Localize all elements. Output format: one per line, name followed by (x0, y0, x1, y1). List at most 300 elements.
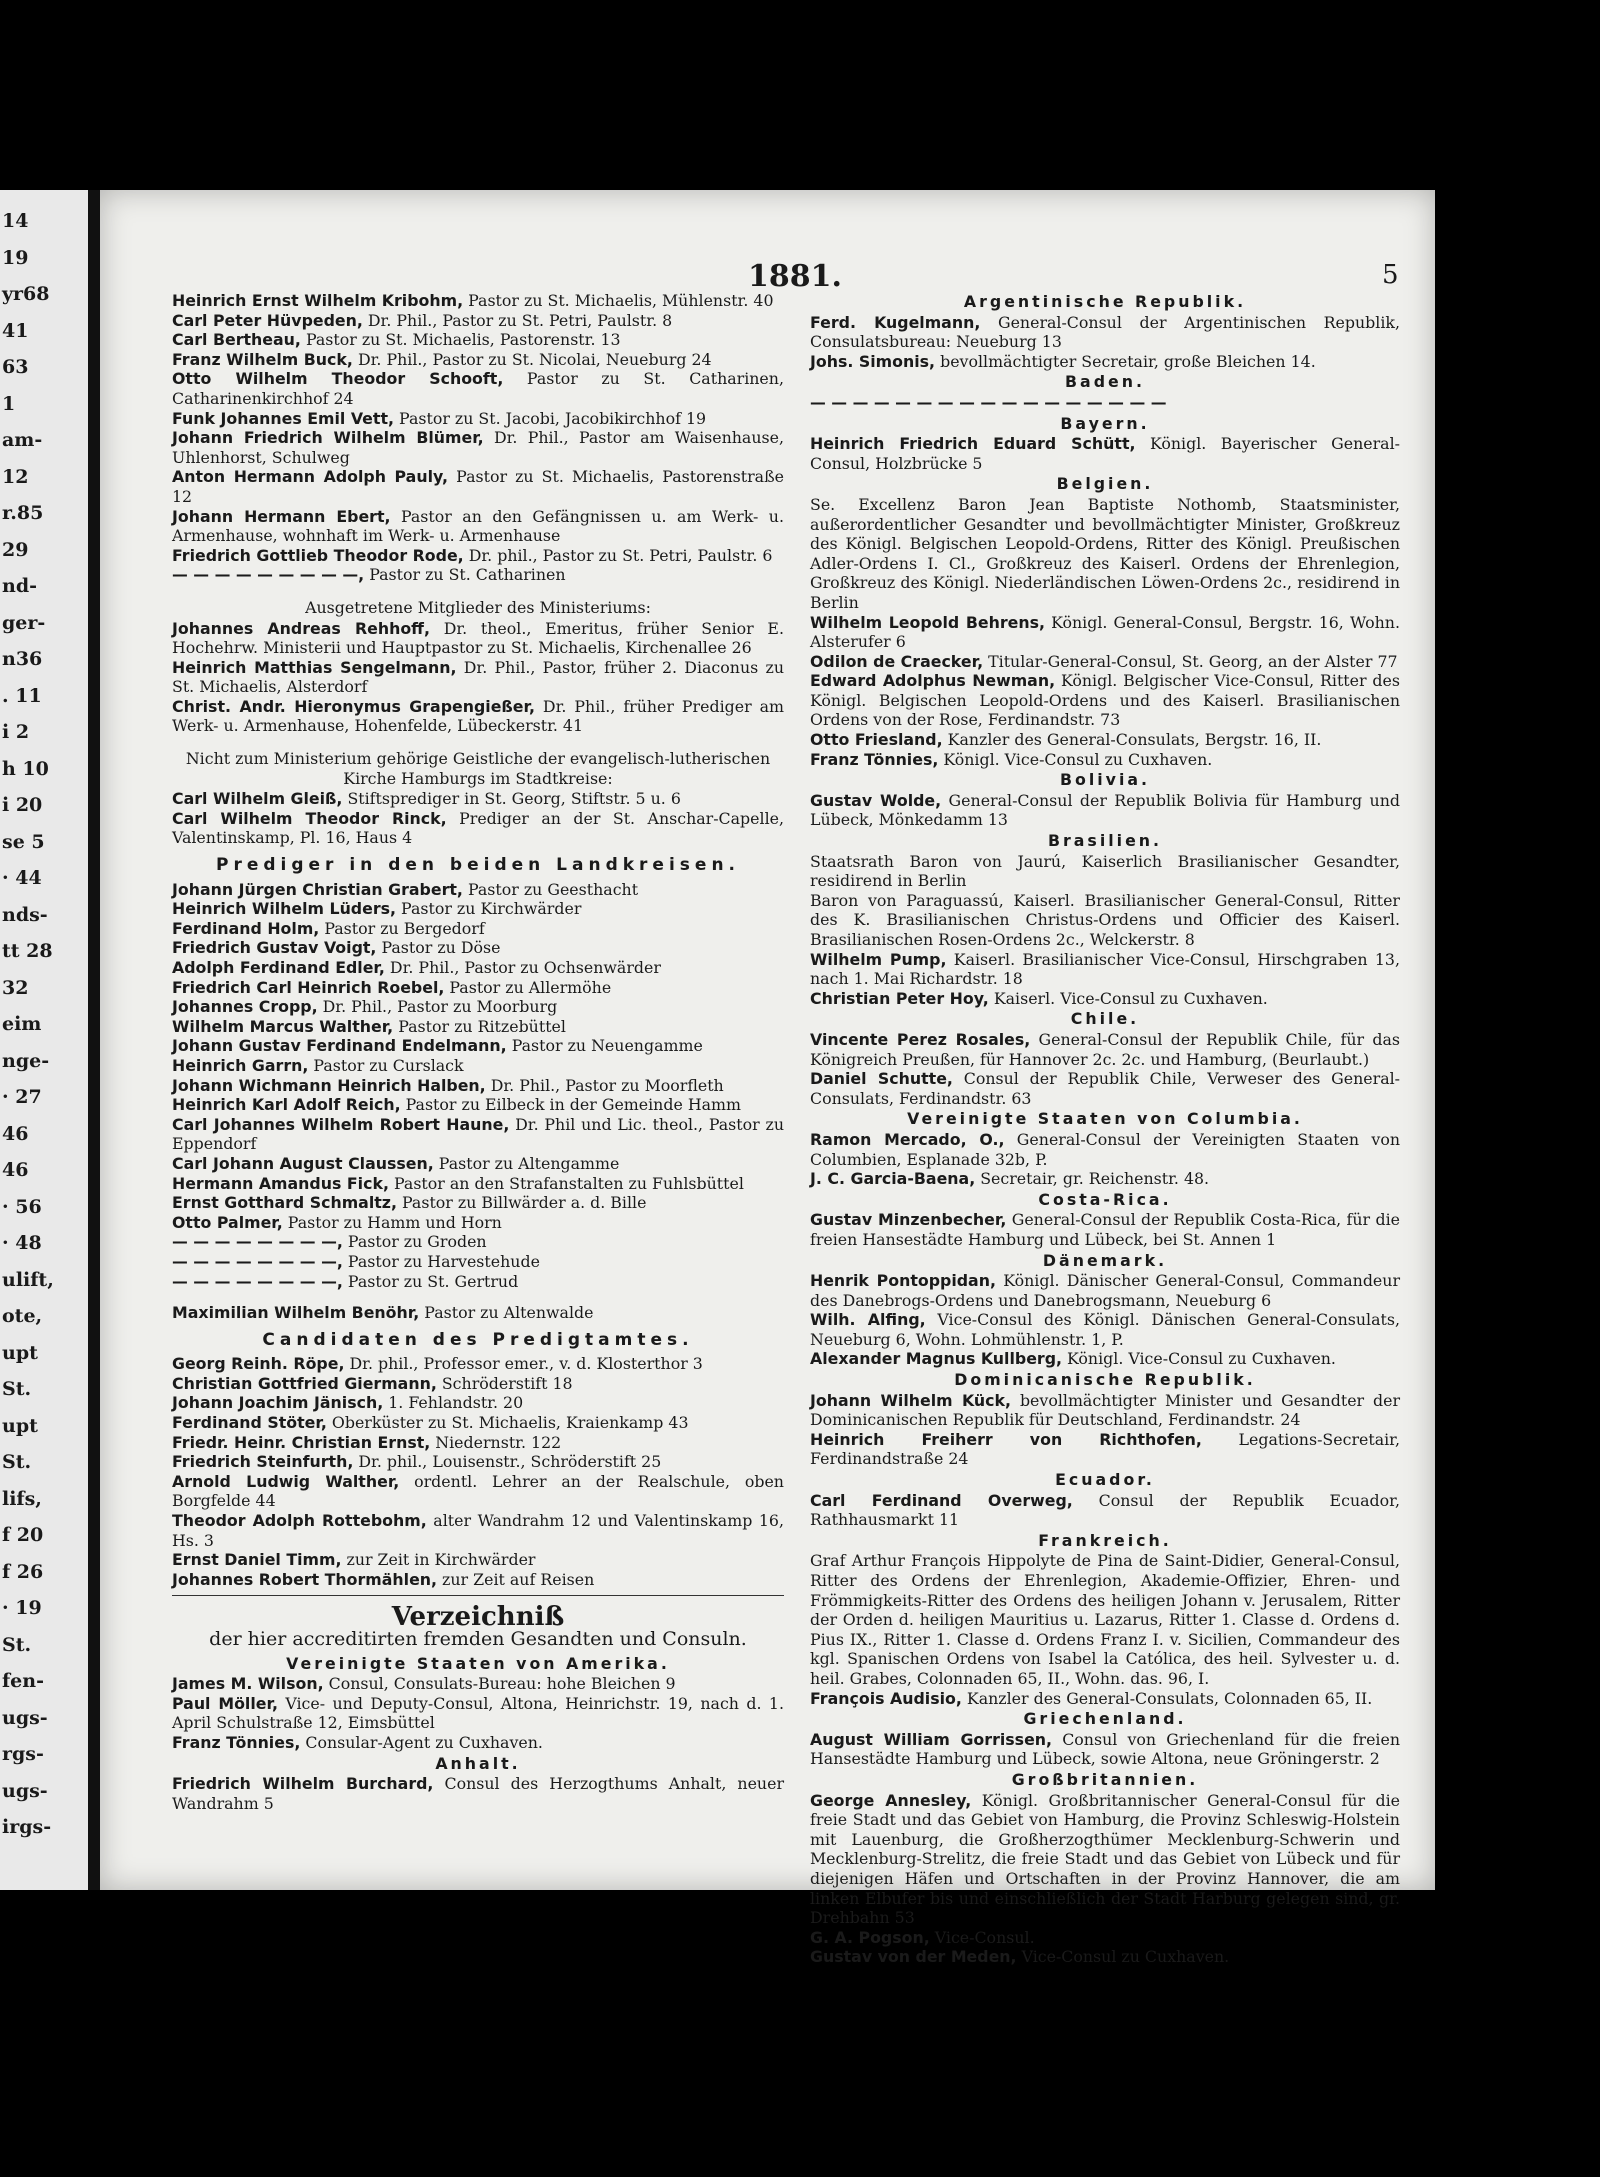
entry-name: François Audisio, (810, 1688, 962, 1708)
list-entry (810, 750, 1400, 770)
entry-text: Kaiserl. Vice-Consul zu Cuxhaven. (988, 988, 1268, 1008)
list-entry (172, 809, 784, 848)
entry-text: Vice-Consul. (929, 1927, 1035, 1947)
entry-name: Paul Möller, (172, 1693, 278, 1713)
margin-fragment: fen- (2, 1670, 44, 1692)
entry-name: Otto Friesland, (810, 730, 943, 750)
list-entry (172, 899, 784, 919)
list-entry (172, 546, 784, 566)
list-entry (172, 978, 784, 998)
section-divider (172, 1595, 784, 1596)
entry-name: Odilon de Craecker, (810, 651, 984, 671)
margin-fragment: St. (2, 1378, 32, 1400)
entry-text: Dr. Phil., Pastor zu Ochsenwärder (384, 958, 661, 977)
entry-name: Carl Johann August Claussen, (172, 1153, 434, 1173)
entry-name: Christian Gottfried Giermann, (172, 1373, 437, 1393)
list-entry (810, 1310, 1400, 1349)
list-entry (172, 1174, 784, 1194)
entry-name: Johann Wichmann Heinrich Halben, (172, 1075, 486, 1095)
margin-fragment: ulift, (2, 1268, 54, 1291)
country-heading: Belgien. (1056, 474, 1154, 494)
entry-name: Edward Adolphus Newman, (810, 671, 1056, 691)
list-entry (810, 613, 1400, 652)
list-entry (810, 434, 1400, 473)
list-entry (172, 428, 784, 467)
list-entry (172, 1272, 784, 1292)
list-entry (172, 1017, 784, 1037)
entry-name: Johann Gustav Ferdinand Endelmann, (172, 1036, 507, 1056)
entry-text: Pastor zu St. Michaelis, Pastorenstraße 12 (172, 467, 784, 506)
entry-name: Johannes Andreas Rehhoff, (172, 618, 430, 638)
list-entry (810, 1430, 1400, 1469)
list-entry (172, 1193, 784, 1213)
margin-fragment: · 56 (2, 1195, 42, 1218)
margin-fragment: ote, (2, 1305, 43, 1327)
entry-text: alter Wandrahm 12 und Valentinskamp 16, Hs. 3 (172, 1511, 785, 1550)
entry-name: Heinrich Wilhelm Lüders, (172, 899, 397, 919)
list-entry (172, 1674, 784, 1694)
entry-name: Gustav Minzenbecher, (810, 1210, 1007, 1230)
entry-name: Carl Ferdinand Overweg, (810, 1490, 1073, 1510)
country-heading: Frankreich. (1038, 1530, 1172, 1550)
entry-name: Friedrich Carl Heinrich Roebel, (172, 977, 445, 997)
page-year: 1881. (748, 259, 842, 294)
entry-name: Hermann Amandus Fick, (172, 1173, 389, 1193)
entry-text: Consular-Agent zu Cuxhaven. (300, 1732, 543, 1752)
list-entry (172, 1413, 784, 1433)
list-entry (810, 1689, 1400, 1709)
entry-text: Dr. Phil., Pastor zu St. Petri, Paulstr. 8 (362, 310, 673, 330)
entry-name: Otto Palmer, (172, 1212, 283, 1232)
entry-name: Maximilian Wilhelm Benöhr, (172, 1303, 420, 1323)
candidates-list (172, 1354, 784, 1589)
margin-fragment: 29 (2, 538, 29, 561)
list-entry (172, 311, 784, 331)
rural-clergy-list (172, 880, 784, 1291)
entry-name: Vincente Perez Rosales, (810, 1029, 1031, 1049)
entry-text: Dr. Phil., Pastor am Waisenhause, Uhlenhorst, Schulweg (172, 428, 784, 467)
entry-text: Dr. Phil., Pastor zu St. Nicolai, Neueburg 24 (352, 349, 712, 369)
entry-text: Pastor zu Altengamme (433, 1153, 620, 1173)
entry-text: Pastor zu Eilbeck in der Gemeinde Hamm (400, 1095, 741, 1115)
entry-text: Dr. phil., Pastor zu St. Petri, Paulstr. 6 (463, 545, 773, 565)
list-entry (810, 1391, 1400, 1430)
entry-text: Legations-Secretair, Ferdinandstraße 24 (810, 1429, 1400, 1469)
entry-text: Pastor zu St. Michaelis, Pastorenstr. 13 (300, 330, 621, 350)
entry-name: Ernst Gotthard Schmaltz, (172, 1193, 397, 1213)
list-entry (172, 1694, 784, 1733)
list-entry (810, 495, 1400, 613)
entry-name: Friedrich Gottlieb Theodor Rode, (172, 545, 464, 565)
usa-consuls-list (172, 1674, 784, 1752)
list-entry (172, 1393, 784, 1413)
entry-name: Arnold Ludwig Walther, (172, 1471, 400, 1491)
entry-text: zur Zeit in Kirchwärder (341, 1550, 536, 1570)
entry-text: Pastor zu Groden (342, 1232, 487, 1252)
entry-name: Anton Hermann Adolph Pauly, (172, 467, 449, 487)
entry-text: Baron von Paraguassú, Kaiserl. Brasilianischer General-Consul, Ritter des K. Brasilianischen Christus-Ordens und Officier des Kaiserl. Brasilianischen Rosen-Ordens 2c., Welckerstr. 8 (810, 890, 1400, 949)
list-entry (810, 671, 1400, 730)
entry-name: Daniel Schutte, (810, 1069, 953, 1089)
entry-text: Dr. Phil., früher Prediger am Werk- u. Armenhause, Hohenfelde, Lübeckerstr. 41 (172, 696, 784, 736)
country-heading: Baden. (1065, 372, 1145, 392)
entry-name: Alexander Magnus Kullberg, (810, 1349, 1063, 1369)
entry-text: Dr. phil., Professor emer., v. d. Klosterthor 3 (344, 1354, 703, 1374)
margin-fragment: . 11 (2, 684, 42, 707)
entry-text: Kaiserl. Brasilianischer Vice-Consul, Hirschgraben 13, nach 1. Mai Richardstr. 18 (810, 949, 1400, 989)
entry-text: Pastor an den Strafanstalten zu Fuhlsbüttel (388, 1173, 744, 1193)
entry-name: Heinrich Karl Adolf Reich, (172, 1095, 401, 1115)
entry-text: Consul der Republik Ecuador, Rathhausmarkt 11 (810, 1490, 1400, 1530)
list-entry (172, 1213, 784, 1233)
entry-name: Johann Friedrich Wilhelm Blümer, (172, 428, 484, 448)
margin-fragment: · 48 (2, 1232, 42, 1254)
entry-text: Pastor zu Harvestehude (342, 1251, 540, 1271)
margin-fragment: nds- (2, 903, 48, 926)
entry-text: Königl. Bayerischer General-Consul, Holzbrücke 5 (810, 434, 1400, 473)
country-heading: Dänemark. (1042, 1250, 1168, 1270)
entry-text: Graf Arthur François Hippolyte de Pina de Saint-Didier, General-Consul, Ritter des Ordens der Ehrenlegion, Akademie-Offizier, Ehren- und Frömmigkeits-Ritter des Ordens des heiligen Johann v. Jerusalem, Ritter der Orden d. heiligen Mauritius u. Lazarus, Ritter 1. Classe d. Ordens d. Pius IX., Ritter 1. Classe d. Ordens Franz I. v. Sicilien, Commandeur des kgl. Spanischen Ordens von Isabel la Católica, des heil. Sylvester u. d. heil. Grabes, Colonnaden 65, II., Wohn. das. 96, I. (810, 1551, 1400, 1688)
list-entry (810, 1730, 1400, 1769)
list-entry (810, 1069, 1400, 1108)
entry-name: Johannes Robert Thormählen, (172, 1569, 438, 1589)
entry-text: Consul, Consulats-Bureau: hohe Bleichen 9 (323, 1674, 676, 1694)
list-entry (172, 1433, 784, 1453)
margin-fragment: ugs- (2, 1706, 48, 1729)
country-heading: Chile. (1070, 1009, 1140, 1029)
list-entry (172, 789, 784, 809)
entry-text: General-Consul der Republik Bolivia für Hamburg und Lübeck, Mönkedamm 13 (810, 790, 1400, 830)
margin-fragment: lifs, (2, 1487, 42, 1510)
list-entry (172, 1354, 784, 1374)
list-entry (172, 1472, 784, 1511)
list-entry (172, 467, 784, 506)
entry-text: Pastor zu Ritzebüttel (393, 1016, 566, 1036)
list-entry (810, 1491, 1400, 1530)
list-entry (810, 652, 1400, 672)
city-clergy-list (172, 789, 784, 848)
margin-fragment: St. (2, 1451, 32, 1473)
candidates-heading: Candidaten des Predigtamtes. (262, 1329, 694, 1350)
entry-name: Wilh. Alfing, (810, 1310, 926, 1330)
entry-name: — — — — — — — — — — — — — — — — — (810, 392, 1167, 412)
entry-text: General-Consul der Republik Costa-Rica, für die freien Hansestädte Hamburg und Lübeck, bei St. Annen 1 (810, 1210, 1400, 1249)
list-entry (172, 658, 784, 697)
entry-text: Pastor zu St. Catharinen (364, 565, 566, 585)
entry-name: Henrik Pontoppidan, (810, 1271, 996, 1291)
entry-text: General-Consul der Vereinigten Staaten von Columbien, Esplanade 32b, P. (810, 1129, 1401, 1169)
list-entry (810, 730, 1400, 750)
retired-heading: Ausgetretene Mitglieder des Ministeriums: (305, 597, 651, 617)
list-entry (810, 852, 1400, 891)
margin-fragment: 46 (2, 1122, 29, 1145)
entry-name: G. A. Pogson, (810, 1927, 930, 1947)
margin-fragment: 41 (2, 319, 29, 342)
adjacent-page-strip (0, 190, 100, 1890)
list-entry (172, 919, 784, 939)
entry-text: bevollmächtigter Secretair, große Bleichen 14. (935, 351, 1316, 371)
margin-fragment: 32 (2, 976, 29, 999)
margin-fragment: se 5 (2, 830, 45, 853)
entry-text: ordentl. Lehrer an der Realschule, oben Borgfelde 44 (172, 1471, 784, 1511)
margin-fragment: · 27 (2, 1086, 42, 1108)
entry-text: bevollmächtigter Minister und Gesandter der Dominicanischen Republik für Deutschland, Ferdinandstr. 24 (810, 1390, 1401, 1430)
entry-name: Otto Wilhelm Theodor Schooft, (172, 369, 504, 389)
entry-text: Dr. Phil., Pastor zu Moorburg (317, 997, 558, 1017)
list-entry (172, 1076, 784, 1096)
entry-name: Gustav Wolde, (810, 790, 942, 810)
list-entry (810, 1791, 1400, 1928)
entry-text: General-Consul der Argentinischen Republik, Consulatsbureau: Neueburg 13 (810, 312, 1400, 352)
document-page (100, 190, 1435, 1967)
pastor-list (172, 291, 784, 585)
list-entry (810, 393, 1400, 413)
list-entry (810, 1928, 1400, 1948)
entry-name: Christian Peter Hoy, (810, 988, 989, 1008)
entry-text: Stiftsprediger in St. Georg, Stiftstr. 5 u. 6 (342, 789, 681, 809)
directory-subtitle: der hier accreditirten fremden Gesandten und Consuln. (209, 1628, 747, 1650)
list-entry (172, 291, 784, 311)
entry-name: Carl Wilhelm Theodor Rinck, (172, 808, 447, 828)
list-entry (172, 1570, 784, 1590)
entry-text: Kanzler des General-Consulats, Colonnaden 65, II. (961, 1688, 1373, 1708)
entry-text: Kanzler des General-Consulats, Bergstr. 16, II. (942, 730, 1322, 750)
margin-fragment: am- (2, 429, 43, 451)
margin-fragment: i 2 (2, 721, 30, 743)
entry-text: Königl. Dänischer General-Consul, Commandeur des Danebrogs-Ordens und Danebrogsmann, Neueburg 6 (810, 1271, 1400, 1310)
list-entry (172, 1232, 784, 1252)
margin-fragment: rgs- (2, 1743, 44, 1765)
list-entry (172, 1303, 784, 1323)
entry-text: Dr. phil., Louisenstr., Schröderstift 25 (353, 1452, 662, 1472)
margin-fragment: 14 (2, 210, 29, 232)
list-entry (172, 1374, 784, 1394)
city-clergy-intro: Nicht zum Ministerium gehörige Geistliche der evangelisch-lutherischen Kirche Hamburgs im Stadtkreise: (185, 749, 771, 788)
entry-text: Consul des Herzogthums Anhalt, neuer Wandrahm 5 (172, 1774, 785, 1813)
list-entry (172, 997, 784, 1017)
list-entry (172, 697, 784, 736)
list-entry (810, 989, 1400, 1009)
entry-name: — — — — — — — —, (172, 1271, 343, 1291)
country-heading: Ecuador. (1055, 1470, 1155, 1490)
country-heading: Costa-Rica. (1038, 1189, 1172, 1209)
entry-text: Vice- und Deputy-Consul, Altona, Heinrichstr. 19, nach d. 1. April Schulstraße 12, Eimsbüttel (172, 1693, 784, 1733)
margin-fragment: · 44 (2, 867, 42, 889)
margin-fragment: 19 (2, 246, 29, 269)
entry-name: Friedrich Gustav Voigt, (172, 938, 377, 958)
entry-name: Gustav von der Meden, (810, 1947, 1017, 1967)
entry-name: Franz Tönnies, (172, 1732, 301, 1752)
margin-fragment: ger- (2, 611, 46, 634)
list-entry (172, 880, 784, 900)
list-entry (810, 313, 1400, 352)
margin-fragment: irgs- (2, 1816, 52, 1838)
entry-name: Johs. Simonis, (810, 351, 936, 371)
margin-fragment: 46 (2, 1159, 29, 1181)
entry-text: Königl. General-Consul, Bergstr. 16, Wohn. Alsterufer 6 (810, 612, 1400, 652)
entry-text: Königl. Großbritannischer General-Consul für die freie Stadt und das Gebiet von Hamburg, die Provinz Schleswig-Holstein mit Lauenburg, die Großherzogthümer Mecklenburg-Schwerin und Mecklenburg-Strelitz, die freie Stadt und das Gebiet von Lübeck und für diejenigen Häfen und Ortschaften in der Provinz Hannover, die am linken Elbufer bis und einschließlich der Stadt Harburg gelegen sind, gr. Drehbahn 53 (810, 1790, 1400, 1928)
entry-text: Niedernstr. 122 (430, 1432, 562, 1452)
entry-text: Königl. Belgischer Vice-Consul, Ritter des Königl. Belgischen Leopold-Ordens und des Kaiserl. Brasilianischen Ordens von der Rose, Ferdinandstr. 73 (810, 671, 1400, 730)
entry-name: Heinrich Matthias Sengelmann, (172, 657, 457, 677)
left-column (172, 291, 784, 1813)
entry-name: Heinrich Freiherr von Richthofen, (810, 1429, 1202, 1449)
country-heading: Bolivia. (1059, 770, 1151, 790)
entry-name: James M. Wilson, (172, 1674, 324, 1694)
entry-text: Pastor zu St. Michaelis, Mühlenstr. 40 (463, 291, 774, 310)
margin-fragment: nge- (2, 1049, 50, 1072)
entry-text: 1. Fehlandstr. 20 (383, 1393, 524, 1413)
list-entry (810, 1130, 1400, 1169)
list-entry (172, 369, 784, 408)
margin-fragment: f 26 (2, 1560, 44, 1583)
entry-name: Wilhelm Leopold Behrens, (810, 612, 1045, 632)
country-heading: Griechenland. (1023, 1709, 1187, 1729)
entry-name: Carl Bertheau, (172, 330, 301, 350)
entry-name: Ernst Daniel Timm, (172, 1550, 342, 1570)
entry-name: — — — — — — — —, (172, 1251, 343, 1271)
country-heading: Großbritannien. (1011, 1769, 1199, 1789)
margin-fragment: n36 (2, 648, 43, 670)
country-heading: Argentinische Republik. (963, 292, 1247, 311)
list-entry (810, 1551, 1400, 1688)
entry-name: Theodor Adolph Rottebohm, (172, 1511, 427, 1531)
margin-fragment: tt 28 (2, 940, 53, 962)
entry-text: zur Zeit auf Reisen (437, 1569, 595, 1589)
entry-name: Johann Wilhelm Kück, (810, 1390, 1012, 1410)
margin-fragment: nd- (2, 575, 37, 597)
entry-name: George Annesley, (810, 1790, 972, 1810)
entry-text: Prediger an der St. Anschar-Capelle, Valentinskamp, Pl. 16, Haus 4 (172, 808, 784, 848)
entry-text: Schröderstift 18 (436, 1373, 573, 1393)
margin-fragment: 1 (2, 392, 16, 415)
list-entry (172, 565, 784, 585)
entry-name: — — — — — — — — —, (172, 565, 365, 585)
entry-text: Pastor zu St. Gertrud (342, 1271, 519, 1291)
entry-text: Pastor zu Billwärder a. d. Bille (396, 1193, 647, 1213)
entry-text: Consul von Griechenland für die freien Hansestädte Hamburg und Lübeck, sowie Altona, neue Gröningerstr. 2 (810, 1729, 1400, 1769)
entry-text: Consul der Republik Chile, Verweser des General-Consulats, Ferdinandstr. 63 (810, 1069, 1400, 1108)
entry-name: Adolph Ferdinand Edler, (172, 958, 385, 977)
entry-name: Heinrich Garrn, (172, 1055, 309, 1075)
country-heading: Dominicanische Republik. (954, 1370, 1256, 1390)
page-number: 5 (1382, 260, 1399, 290)
entry-text: Se. Excellenz Baron Jean Baptiste Nothomb, Staatsminister, außerordentlicher Gesandter und bevollmächtigter Minister, Großkreuz des Königl. Belgischen Leopold-Ordens, Ritter des Königl. Preußischen Adler-Ordens I. Cl., Großkreuz des Kaiserl. Ordens der Ehrenlegion, Großkreuz des Königl. Niederländischen Löwen-Ordens 2c., residirend in Berlin (810, 494, 1400, 612)
country-heading: Bayern. (1060, 413, 1150, 433)
list-entry (810, 1349, 1400, 1369)
directory-title: Verzeichniß (391, 1602, 565, 1633)
entry-text: Pastor zu Curslack (308, 1055, 464, 1075)
entry-name: Johann Joachim Jänisch, (172, 1393, 384, 1413)
entry-text: Vice-Consul des Königl. Dänischen General-Consulats, Neueburg 6, Wohn. Lohmühlenstr. 1, P. (810, 1310, 1400, 1349)
page-gutter (88, 190, 100, 1890)
list-entry (810, 891, 1400, 950)
entry-name: Carl Peter Hüvpeden, (172, 310, 363, 330)
list-entry (810, 1030, 1400, 1069)
entry-name: Carl Wilhelm Gleiß, (172, 789, 343, 809)
entry-text: Pastor zu St. Jacobi, Jacobikirchhof 19 (394, 408, 707, 428)
entry-text: Pastor zu Neuengamme (506, 1036, 703, 1056)
entry-text: Staatsrath Baron von Jaurú, Kaiserlich Brasilianischer Gesandter, residirend in Berlin (810, 851, 1400, 891)
list-entry (810, 1271, 1400, 1310)
entry-text: Pastor zu Allermöhe (444, 977, 612, 997)
list-entry (172, 1036, 784, 1056)
list-entry (172, 1154, 784, 1174)
margin-fragment: · 19 (2, 1597, 42, 1619)
entry-text: Pastor zu Döse (376, 938, 501, 958)
margin-fragment: r.85 (2, 502, 44, 524)
entry-text: Pastor zu Bergedorf (319, 918, 485, 938)
margin-fragment: St. (2, 1633, 32, 1656)
entry-name: Georg Reinh. Röpe, (172, 1354, 345, 1374)
list-entry (810, 1169, 1400, 1189)
entry-name: Friedr. Heinr. Christian Ernst, (172, 1432, 431, 1452)
margin-fragment: i 20 (2, 794, 43, 816)
margin-fragment: upt (2, 1414, 38, 1437)
entry-name: Friedrich Wilhelm Burchard, (172, 1774, 434, 1794)
margin-fragment: 63 (2, 356, 29, 378)
list-entry (172, 1056, 784, 1076)
entry-name: Christ. Andr. Hieronymus Grapengießer, (172, 696, 535, 716)
entry-text: Pastor an den Gefängnissen u. am Werk- u. Armenhause, wohnhaft im Werk- u. Armenhause (172, 506, 784, 546)
list-entry (810, 352, 1400, 372)
entry-name: J. C. Garcia-Baena, (810, 1169, 976, 1189)
list-entry (172, 619, 784, 658)
margin-fragment: yr68 (2, 283, 50, 305)
retired-list (172, 619, 784, 737)
list-entry (172, 1095, 784, 1115)
entry-name: Friedrich Steinfurth, (172, 1452, 354, 1472)
entry-text: Pastor zu Hamm und Horn (282, 1212, 502, 1232)
entry-name: Wilhelm Marcus Walther, (172, 1016, 394, 1036)
margin-fragment: ugs- (2, 1779, 48, 1802)
entry-name: Carl Johannes Wilhelm Robert Haune, (172, 1114, 510, 1134)
entry-text: Pastor zu Kirchwärder (396, 899, 582, 919)
list-entry (172, 958, 784, 978)
entry-text: Titular-General-Consul, St. Georg, an der Alster 77 (983, 651, 1398, 671)
entry-name: Franz Wilhelm Buck, (172, 349, 353, 369)
entry-name: — — — — — — — —, (172, 1232, 343, 1252)
margin-fragment: eim (2, 1013, 42, 1035)
entry-text: Pastor zu Geesthacht (462, 879, 639, 899)
entry-name: Franz Tönnies, (810, 749, 939, 769)
margin-fragment: h 10 (2, 757, 49, 780)
list-entry (172, 938, 784, 958)
list-entry (172, 1511, 784, 1550)
list-entry (810, 1947, 1400, 1967)
entry-text: Königl. Vice-Consul zu Cuxhaven. (938, 749, 1213, 769)
list-entry (172, 330, 784, 350)
entry-name: Ferd. Kugelmann, (810, 312, 981, 332)
entry-text: Dr. Phil., Pastor zu Moorfleth (485, 1075, 724, 1095)
entry-text: Vice-Consul zu Cuxhaven. (1016, 1947, 1230, 1967)
list-entry (810, 791, 1400, 830)
entry-text: Dr. Phil und Lic. theol., Pastor zu Eppendorf (172, 1114, 784, 1154)
country-heading: Vereinigte Staaten von Columbia. (907, 1109, 1303, 1129)
entry-name: Ferdinand Stöter, (172, 1413, 327, 1433)
list-entry (172, 409, 784, 429)
list-entry (172, 350, 784, 370)
margin-fragment: f 20 (2, 1524, 44, 1546)
list-entry (172, 1774, 784, 1813)
entry-name: Funk Johannes Emil Vett, (172, 408, 395, 428)
list-entry (172, 1252, 784, 1272)
entry-text: Dr. Phil., Pastor, früher 2. Diaconus zu St. Michaelis, Alsterdorf (172, 657, 784, 697)
entry-name: Heinrich Friedrich Eduard Schütt, (810, 434, 1136, 454)
list-entry (810, 950, 1400, 989)
entry-text: Pastor zu St. Catharinen, Catharinenkirchhof 24 (172, 369, 784, 408)
anhalt-heading: Anhalt. (435, 1753, 521, 1773)
